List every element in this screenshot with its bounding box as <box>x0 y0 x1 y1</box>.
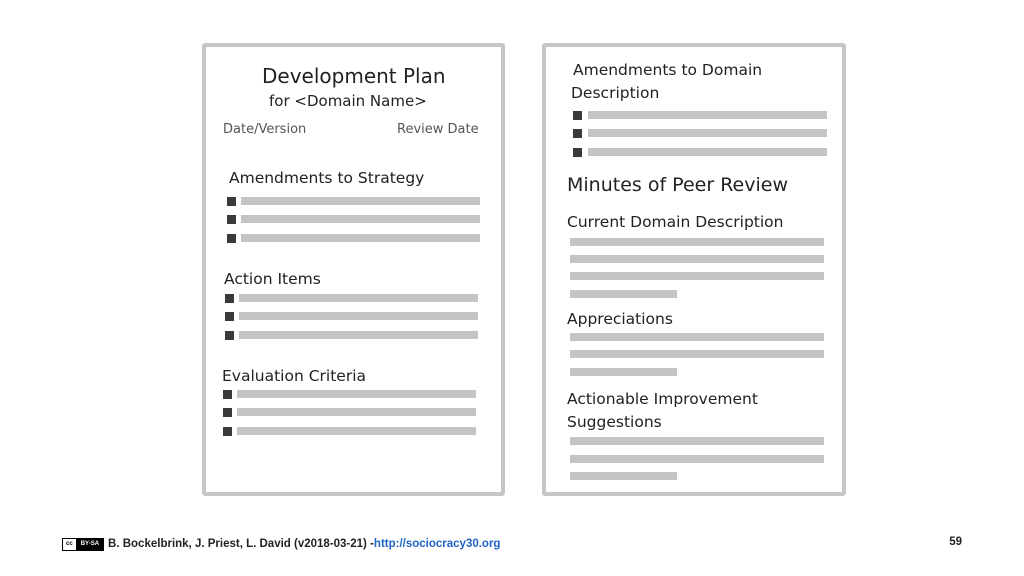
amendments-to-strategy-heading: Amendments to Strategy <box>229 169 425 187</box>
bullet-marker <box>227 234 236 243</box>
actionable-improvement-heading: Actionable Improvement <box>567 390 758 408</box>
bullet-marker <box>227 197 236 206</box>
placeholder-line <box>588 111 827 119</box>
review-date-label: Review Date <box>397 122 479 137</box>
bullet-marker <box>223 427 232 436</box>
actionable-improvement-heading-line2: Suggestions <box>567 413 662 431</box>
placeholder-line <box>588 129 827 137</box>
bullet-marker <box>225 331 234 340</box>
placeholder-line <box>241 215 480 223</box>
development-plan-title: Development Plan <box>262 64 446 88</box>
placeholder-line <box>241 234 480 242</box>
slide-footer <box>62 536 500 552</box>
placeholder-line <box>570 455 824 463</box>
placeholder-line <box>239 294 478 302</box>
placeholder-line <box>241 197 480 205</box>
domain-name-subtitle: for <Domain Name> <box>269 92 427 110</box>
amendments-to-domain-heading-line2: Description <box>571 84 660 102</box>
placeholder-line <box>239 312 478 320</box>
bullet-marker <box>573 111 582 120</box>
bullet-marker <box>225 294 234 303</box>
page-number: 59 <box>949 536 962 548</box>
placeholder-line <box>570 368 677 376</box>
action-items-heading: Action Items <box>224 270 321 288</box>
placeholder-line <box>588 148 827 156</box>
placeholder-line <box>570 472 677 480</box>
placeholder-line <box>570 290 677 298</box>
bullet-marker <box>223 408 232 417</box>
placeholder-line <box>237 408 476 416</box>
appreciations-heading: Appreciations <box>567 310 673 328</box>
evaluation-criteria-heading: Evaluation Criteria <box>222 367 367 385</box>
current-domain-description-heading: Current Domain Description <box>567 213 784 231</box>
placeholder-line <box>570 272 824 280</box>
date-version-label: Date/Version <box>223 122 307 137</box>
sociocracy30-link[interactable]: http://sociocracy30.org <box>373 538 501 550</box>
placeholder-line <box>239 331 478 339</box>
minutes-of-peer-review-title: Minutes of Peer Review <box>567 174 788 196</box>
bullet-marker <box>227 215 236 224</box>
placeholder-line <box>237 390 476 398</box>
bullet-marker <box>573 129 582 138</box>
placeholder-line <box>237 427 476 435</box>
placeholder-line <box>570 437 824 445</box>
bullet-marker <box>573 148 582 157</box>
placeholder-line <box>570 255 824 263</box>
placeholder-line <box>570 238 824 246</box>
bullet-marker <box>225 312 234 321</box>
cc-by-sa-license-icon: cc BY-SA <box>62 538 104 551</box>
amendments-to-domain-heading: Amendments to Domain <box>573 61 763 79</box>
footer-authors: B. Bockelbrink, J. Priest, L. David (v2018-03-21) - <box>108 538 374 550</box>
bullet-marker <box>223 390 232 399</box>
placeholder-line <box>570 333 824 341</box>
placeholder-line <box>570 350 824 358</box>
